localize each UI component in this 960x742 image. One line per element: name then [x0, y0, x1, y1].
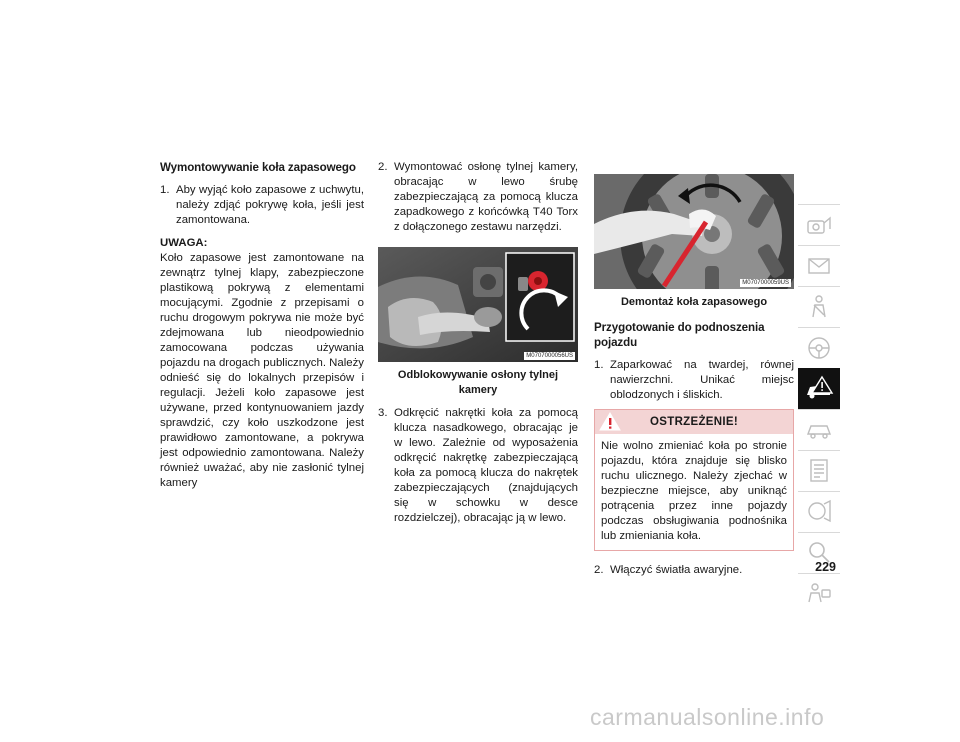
car-service-icon [804, 414, 834, 444]
step-3 [378, 406, 578, 526]
note-title: UWAGA: [160, 237, 208, 249]
camera-cover-photo [378, 247, 578, 362]
multimedia-icon [804, 496, 834, 526]
warning-box [594, 409, 794, 551]
car-emergency-icon [804, 373, 834, 403]
photo-reference-code: M0707000056US [526, 353, 573, 359]
steering-wheel-icon [804, 332, 834, 362]
warning-title: OSTRZEŻENIE! [650, 416, 738, 428]
tab-driving[interactable] [798, 327, 840, 368]
column-left [160, 160, 364, 491]
tab-specifications[interactable] [798, 450, 840, 491]
page-number: 229 [815, 560, 836, 574]
warning-header [595, 410, 793, 434]
step-1 [160, 183, 364, 228]
tab-messages[interactable] [798, 245, 840, 286]
tab-languages[interactable] [798, 573, 840, 614]
step-1 [594, 358, 794, 403]
tab-fuel-info[interactable] [798, 204, 840, 245]
section-heading-jacking-prep: Przygotowanie do podnoszenia pojazdu [594, 321, 765, 349]
camera-cover-illustration [378, 247, 578, 362]
step-2 [378, 160, 578, 235]
warning-text: Nie wolno zmieniać koła po stronie pojazdu, która znajduje się blisko ruchu ulicznego. Należy zjechać w bezpieczne miejsce, aby uniknąć potrącenia przez inne pojazdy podczas obsługiwania podnośnika lub zmieniania koła. [601, 440, 787, 542]
photo-reference-code: M0707000059US [742, 280, 789, 286]
warning-triangle-icon [599, 412, 621, 440]
envelope-icon [804, 250, 834, 280]
photo-caption: Demontaż koła zapasowego [620, 296, 768, 308]
document-list-icon [804, 455, 834, 485]
step-text: Odkręcić nakrętki koła za pomocą klucza nasadkowego, obracając je w lewo. Zależnie od wyposażenia odkręcić nakrętkę zabezpieczającą koła za pomocą klucza do nakrętek zabezpieczających (znajdujących się w schowku w desce rozdzielczej), obracając ją w lewo. [394, 407, 578, 524]
tab-multimedia[interactable] [798, 491, 840, 532]
step-2 [594, 563, 794, 578]
step-number: 3. [378, 407, 388, 419]
step-number: 2. [378, 161, 388, 173]
step-number: 2. [594, 564, 604, 576]
seatbelt-icon [804, 291, 834, 321]
column-middle [378, 160, 578, 526]
language-icon [804, 578, 834, 608]
fuel-info-icon [804, 209, 834, 239]
step-text: Zaparkować na twardej, równej nawierzchni. Unikać miejsc oblodzonych i śliskich. [610, 359, 794, 401]
watermark: carmanualsonline.info [590, 704, 825, 730]
step-text: Włączyć światła awaryjne. [610, 564, 743, 576]
column-right [594, 160, 794, 578]
step-text: Aby wyjąć koło zapasowe z uchwytu, należy zdjąć pokrywę koła, jeśli jest zamontowana. [176, 184, 364, 226]
tab-emergency[interactable] [798, 368, 840, 409]
step-number: 1. [594, 359, 604, 371]
chapter-tabs [798, 204, 840, 614]
spare-wheel-photo [594, 174, 794, 289]
photo-caption: Odblokowywanie osłony tylnej kamery [397, 369, 559, 396]
tab-service[interactable] [798, 409, 840, 450]
step-text: Wymontować osłonę tylnej kamery, obracając w lewo śrubę zabezpieczającą za pomocą klucza zapadkowego z końcówką T40 Torx z dołączonego zestawu narzędzi. [394, 161, 578, 233]
tab-safety[interactable] [798, 286, 840, 327]
note-text: Koło zapasowe jest zamontowane na zewnątrz tylnej klapy, zabezpieczone plastikową pokrywą z elementami mocującymi. Zgodnie z przepisami o ruchu drogowym pokrywa nie może być zdejmowana lub nieodpowiednio zamocowana podczas używania pojazdu na drogach publicznych. Należy odnieść się do lokalnych przepisów i regulacji. Jeżeli koło zapasowe jest używane, przed kontynuowaniem jazdy sprawdzić, czy koło uszkodzone jest prawidłowo zamontowane, a pokrywa jest odpowiednio zamontowana. Należy również uważać, aby nie zasłonić tylnej kamery [160, 252, 364, 489]
section-heading-spare-removal: Wymontowywanie koła zapasowego [160, 161, 356, 174]
spare-wheel-illustration [594, 174, 794, 289]
step-number: 1. [160, 184, 170, 196]
